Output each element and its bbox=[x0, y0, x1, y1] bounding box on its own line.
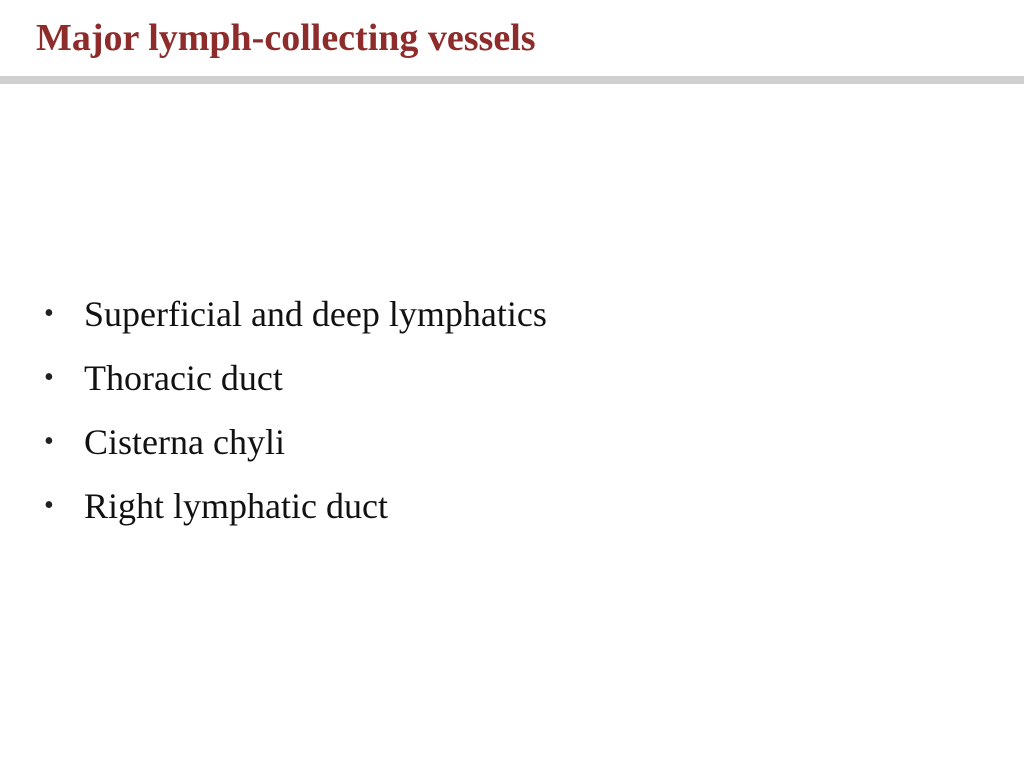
bullet-icon: • bbox=[44, 490, 54, 521]
bullet-list bbox=[44, 282, 547, 538]
title-divider bbox=[0, 76, 1024, 84]
bullet-text: Superficial and deep lymphatics bbox=[84, 294, 547, 334]
bullet-item bbox=[44, 474, 547, 538]
bullet-item bbox=[44, 282, 547, 346]
bullet-icon: • bbox=[44, 362, 54, 393]
bullet-text: Right lymphatic duct bbox=[84, 486, 388, 526]
bullet-text: Thoracic duct bbox=[84, 358, 283, 398]
slide-title: Major lymph-collecting vessels bbox=[36, 17, 536, 59]
bullet-text: Cisterna chyli bbox=[84, 422, 285, 462]
bullet-item bbox=[44, 346, 547, 410]
bullet-icon: • bbox=[44, 298, 54, 329]
bullet-icon: • bbox=[44, 426, 54, 457]
bullet-item bbox=[44, 410, 547, 474]
